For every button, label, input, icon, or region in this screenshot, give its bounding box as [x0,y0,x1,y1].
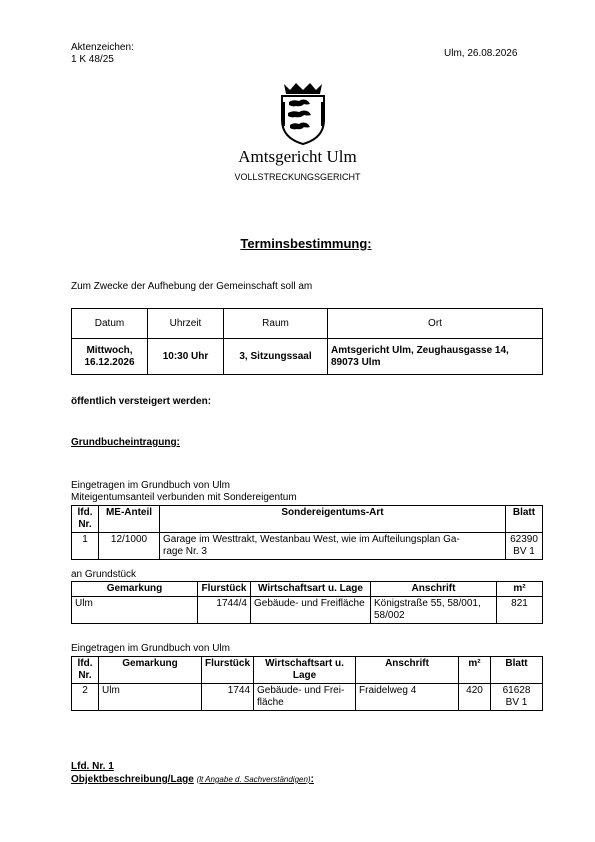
header-sheet: Blatt [506,506,543,533]
row-district: Ulm [99,684,202,711]
header-date: Datum [72,309,148,339]
land-parcel-table [71,656,543,711]
object-heading-note: (lt Angabe d. Sachverständigen) [196,775,311,784]
row-address: Fraidelweg 4 [356,684,459,711]
header-type: Sondereigentums-Art [160,506,506,533]
row-type: Garage im Westtrakt, Westanbau West, wie im Aufteilungsplan Ga- rage Nr. 3 [160,533,506,560]
page-title: Terminsbestimmung: [240,236,372,251]
date-line2: 16.12.2026 [84,356,135,368]
header-parcel: Flurstück [202,657,254,684]
header-place: Ort [328,309,543,339]
appointment-table [71,308,543,375]
object-heading-colon: : [310,774,314,785]
header-room: Raum [224,309,328,339]
court-name: Amtsgericht Ulm [238,147,357,166]
header-address: Anschrift [356,657,459,684]
plot-label: an Grundstück [71,569,137,580]
land-register-heading: Grundbucheintragung: [71,437,180,448]
row-sheet: 62390 BV 1 [506,533,543,560]
condo-share-table [71,505,543,560]
row-lfd: 1 [72,533,99,560]
header-lfd: lfd. Nr. [72,506,99,533]
header-share: ME-Anteil [99,506,160,533]
place-date: Ulm, 26.08.2026 [444,48,518,59]
section1-line1: Eingetragen im Grundbuch von Ulm [71,480,230,491]
lfd-heading: Lfd. Nr. 1 [71,761,114,772]
intro-text: Zum Zwecke der Aufhebung der Gemeinschaft soll am [71,281,313,292]
header-time: Uhrzeit [148,309,224,339]
date-line1: Mittwoch, [86,344,133,356]
appointment-date [72,339,148,375]
object-heading [71,774,314,786]
appointment-time: 10:30 Uhr [148,339,224,375]
file-reference [71,42,134,66]
header-lfd: lfd. Nr. [72,657,99,684]
header-use: Wirtschaftsart u. Lage [251,582,371,597]
row-lfd: 2 [72,684,99,711]
header-district: Gemarkung [72,582,198,597]
object-heading-label: Objektbeschreibung/Lage [71,774,194,785]
plot-district: Ulm [72,597,198,624]
row-use: Gebäude- und Frei- fläche [254,684,356,711]
file-ref-label: Aktenzeichen: [71,42,134,53]
header-area: m² [497,582,543,597]
header-address: Anschrift [371,582,497,597]
row-share: 12/1000 [99,533,160,560]
plot-parcel: 1744/4 [198,597,251,624]
plot-address: Königstraße 55, 58/001, 58/002 [371,597,497,624]
appointment-room: 3, Sitzungssaal [224,339,328,375]
row-parcel: 1744 [202,684,254,711]
header-sheet: Blatt [491,657,543,684]
table-row [72,597,543,624]
plot-use: Gebäude- und Freifläche [251,597,371,624]
place-line1: Amtsgericht Ulm, Zeughausgasse 14, [331,344,509,356]
plot-area: 821 [497,597,543,624]
table-row [72,533,543,560]
section1-line2: Miteigentumsanteil verbunden mit Sondereigentum [71,492,297,503]
row-area: 420 [459,684,491,711]
auction-text: öffentlich versteigert werden: [71,396,212,407]
table-row [72,684,543,711]
coat-of-arms-icon [274,80,332,146]
header-area: m² [459,657,491,684]
header-district: Gemarkung [99,657,202,684]
header-parcel: Flurstück [198,582,251,597]
plot-table [71,581,543,624]
file-ref-number: 1 K 48/25 [71,54,114,65]
court-department: VOLLSTRECKUNGSGERICHT [234,172,361,182]
header-use: Wirtschaftsart u. Lage [254,657,356,684]
place-line2: 89073 Ulm [331,356,381,368]
section2-line1: Eingetragen im Grundbuch von Ulm [71,643,230,654]
row-sheet: 61628 BV 1 [491,684,543,711]
appointment-place [328,339,543,375]
